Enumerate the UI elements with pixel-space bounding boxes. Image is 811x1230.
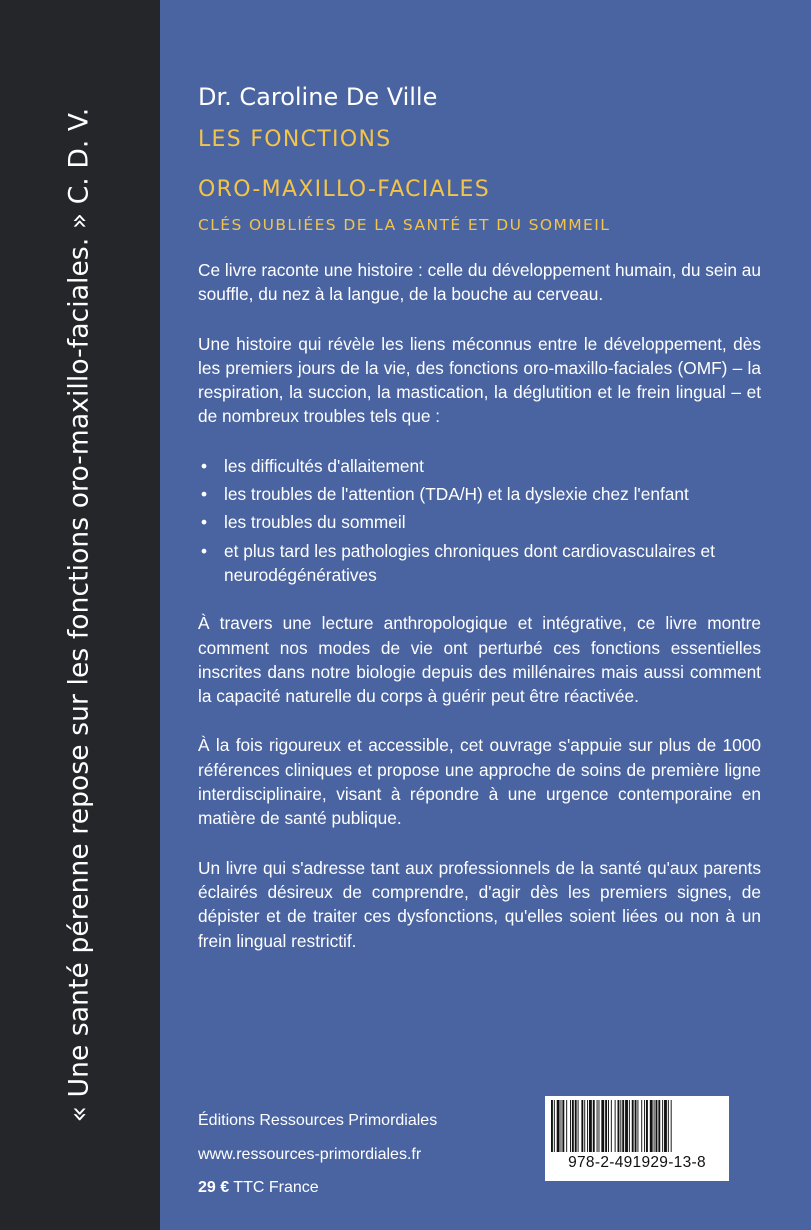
blurb-paragraph-3: À travers une lecture anthropologique et intégrative, ce livre montre comment nos modes de vie ont perturbé ces fonctions essentielles inscrites dans notre biologie depuis des millénaires mais aussi comment la capacité naturelle du corps à guérir peut être réactivée. [198, 613, 761, 707]
list-item: • les difficultés d'allaitement [198, 454, 761, 478]
blurb-text [198, 258, 761, 978]
blurb-paragraph-5: Un livre qui s'adresse tant aux professionnels de la santé qu'aux parents éclairés désireux de comprendre, d'agir dès les premiers signes, de dépister et de traiter ces dysfonctions, qu'elles soient liées ou non à un frein lingual restrictif. [198, 857, 761, 951]
spine-band [0, 0, 160, 1230]
author-name: Dr. Caroline De Ville [198, 83, 438, 111]
isbn-barcode [545, 1096, 729, 1181]
list-item: • les troubles de l'attention (TDA/H) et la dyslexie chez l'enfant [198, 482, 761, 506]
cover-header [198, 80, 778, 236]
price: 29 € [198, 1179, 230, 1196]
book-title-line-2: ORO-MAXILLO-FACIALES [198, 177, 490, 202]
price-line [198, 1179, 319, 1197]
publisher-name: Éditions Ressources Primordiales [198, 1112, 438, 1129]
publisher-website: www.ressources-primordiales.fr [198, 1146, 422, 1163]
barcode-icon [549, 1100, 725, 1152]
spine-quote: « Une santé pérenne repose sur les fonctions oro-maxillo-faciales. » C. D. V. [63, 107, 95, 1123]
troubles-list [198, 454, 761, 587]
blurb-paragraph-4: À la fois rigoureux et accessible, cet ouvrage s'appuie sur plus de 1000 références cliniques et propose une approche de soins de première ligne interdisciplinaire, visant à répondre à une urgence contemporaine en matière de santé publique. [198, 735, 761, 829]
book-subtitle: CLÉS OUBLIÉES DE LA SANTÉ ET DU SOMMEIL [198, 216, 611, 234]
blurb-paragraph-2: Une histoire qui révèle les liens méconnus entre le développement, dès les premiers jours de la vie, des fonctions oro-maxillo-faciales (OMF) – la respiration, la succion, la mastication, la déglutition et le frein lingual – et de nombreux troubles tels que : [198, 333, 761, 427]
price-note: TTC France [233, 1179, 319, 1196]
list-item: • et plus tard les pathologies chroniques dont cardiovasculaires et neurodégénératives [198, 539, 761, 588]
blurb-paragraph-1: Ce livre raconte une histoire : celle du développement humain, du sein au souffle, du nez à la langue, de la bouche au cerveau. [198, 260, 761, 305]
list-item: • les troubles du sommeil [198, 510, 761, 534]
book-title-line-1: LES FONCTIONS [198, 127, 392, 152]
isbn-number: 978-2-491929-13-8 [568, 1154, 706, 1171]
